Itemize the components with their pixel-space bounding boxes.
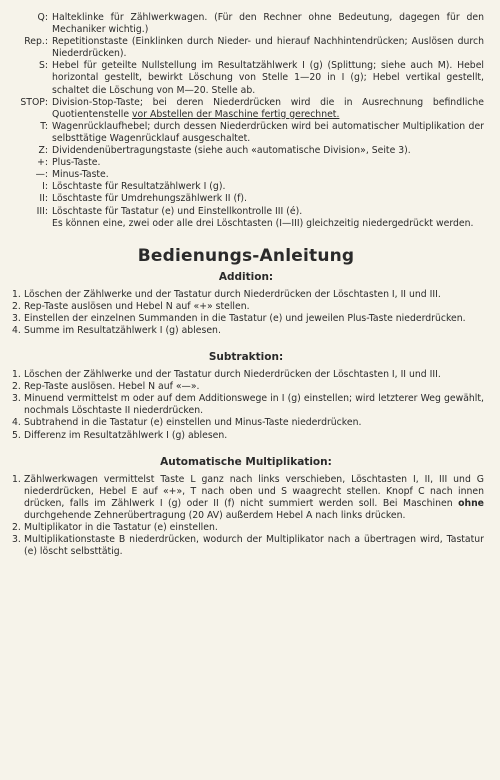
step-number: 3. <box>12 393 21 405</box>
definition-text <box>52 97 484 121</box>
subtraktion-steps <box>8 369 484 442</box>
list-item <box>8 430 484 442</box>
step-text: Löschen der Zählwerke und der Tastatur durch Niederdrücken der Löschtasten I, II und III. <box>24 288 441 300</box>
definition-item <box>8 97 484 121</box>
definition-key: I: <box>42 181 48 193</box>
list-item <box>8 474 484 522</box>
step-number: 2. <box>12 381 21 393</box>
definition-key: III: <box>36 205 48 217</box>
key-definition-list <box>8 12 484 230</box>
definition-item <box>8 157 484 169</box>
definition-key: STOP: <box>20 96 48 108</box>
definition-item <box>8 121 484 145</box>
section-title-addition: Addition: <box>218 270 274 283</box>
list-item <box>8 369 484 381</box>
definition-text: Dividendenübertragungstaste (siehe auch «automatische Division», Seite 3). <box>52 145 411 157</box>
step-text-part: durchgehende Zehnerübertragung (20 AV) außerdem Hebel A nach links drücken. <box>24 509 406 521</box>
definition-note <box>8 218 484 230</box>
definition-item <box>8 193 484 205</box>
step-text: Rep-Taste auslösen. Hebel N auf «—». <box>24 381 200 393</box>
step-text: Multiplikator in die Tastatur (e) einstellen. <box>24 522 218 533</box>
step-number: 4. <box>12 324 21 336</box>
step-number: 4. <box>12 417 21 429</box>
list-item <box>8 522 484 534</box>
step-number: 5. <box>12 429 21 441</box>
definition-key: Rep.: <box>24 36 48 48</box>
definition-item <box>8 36 484 60</box>
step-number: 2. <box>12 522 21 533</box>
definition-text: Wagenrücklaufhebel; durch dessen Niederdrücken wird bei automatischer Multiplikation der selbsttätige Wagenrücklauf ausgeschaltet. <box>52 120 484 144</box>
page-title: Bedienungs-Anleitung <box>137 245 355 266</box>
step-text: Minuend vermittelst m oder auf dem Additionswege in I (g) einstellen; wird letzterer Weg gewählt, nochmals Löschtaste II niederdrücken. <box>24 393 484 417</box>
step-text: Einstellen der einzelnen Summanden in die Tastatur (e) und jeweilen Plus-Taste niederdrücken. <box>24 312 466 324</box>
definition-key: +: <box>37 157 48 169</box>
step-number: 1. <box>12 369 21 381</box>
definition-key: S: <box>38 60 48 72</box>
definition-text: Hebel für geteilte Nullstellung im Resultatzählwerk I (g) (Splittung; siehe auch M). Hebel horizontal gestellt, bewirkt Löschung von Stelle 1—20 in I (g); Hebel vertikal gestellt, schaltet die Löschung von M—20. Stelle ab. <box>52 60 484 96</box>
section-title-subtraktion: Subtraktion: <box>208 351 284 364</box>
definition-item <box>8 206 484 218</box>
step-number: 2. <box>12 300 21 312</box>
step-number: 1. <box>12 288 21 300</box>
definition-text: Löschtaste für Resultatzählwerk I (g). <box>52 181 226 193</box>
definition-text-part: Division-Stop-Taste; bei deren Niederdrücken wird die in Ausrechnung befindliche Quotientenstelle <box>52 96 484 120</box>
step-text: Subtrahend in die Tastatur (e) einstellen und Minus-Taste niederdrücken. <box>24 417 362 429</box>
step-text: Multiplikationstaste B niederdrücken, wodurch der Multiplikator nach a übertragen wird, Tastatur (e) löscht selbsttätig. <box>24 534 484 558</box>
step-text: Differenz im Resultatzählwerk I (g) ablesen. <box>24 429 228 441</box>
list-item <box>8 417 484 429</box>
definition-text: Es können eine, zwei oder alle drei Löschtasten (I—III) gleichzeitig niedergedrückt werden. <box>52 217 474 229</box>
underlined-text: vor Abstellen der Maschine fertig gerechnet. <box>132 108 340 120</box>
definition-item <box>8 169 484 181</box>
definition-text: Halteklinke für Zählwerkwagen. (Für den Rechner ohne Bedeutung, dagegen für den Mechaniker wichtig.) <box>52 12 484 36</box>
definition-text: Löschtaste für Umdrehungszählwerk II (f). <box>52 193 247 205</box>
bold-text: ohne <box>458 497 484 509</box>
definition-item <box>8 145 484 157</box>
list-item <box>8 393 484 417</box>
definition-text: Minus-Taste. <box>52 169 109 181</box>
list-item <box>8 325 484 337</box>
definition-key: Q: <box>37 12 48 23</box>
list-item <box>8 289 484 301</box>
definition-key: Z: <box>38 145 48 157</box>
definition-key: II: <box>39 193 48 205</box>
step-number: 3. <box>12 534 21 546</box>
list-item <box>8 381 484 393</box>
section-title-multiplikation: Automatische Multiplikation: <box>160 455 332 468</box>
definition-text: Löschtaste für Tastatur (e) und Einstellkontrolle III (é). <box>52 205 303 217</box>
addition-steps <box>8 289 484 337</box>
definition-item <box>8 60 484 96</box>
definition-item <box>8 181 484 193</box>
list-item <box>8 301 484 313</box>
step-number: 3. <box>12 312 21 324</box>
step-text: Rep-Taste auslösen und Hebel N auf «+» stellen. <box>24 300 250 312</box>
step-number: 1. <box>12 473 21 485</box>
step-text: Summe im Resultatzählwerk I (g) ablesen. <box>24 324 221 336</box>
step-text <box>24 474 484 522</box>
definition-item <box>8 12 484 36</box>
definition-key: T: <box>40 120 48 132</box>
list-item <box>8 534 484 558</box>
definition-key <box>8 218 52 230</box>
definition-key: —: <box>35 169 48 181</box>
definition-text: Plus-Taste. <box>52 157 101 169</box>
definition-text: Repetitionstaste (Einklinken durch Nieder- und hierauf Nachhintendrücken; Auslösen durch Niederdrücken). <box>52 36 484 60</box>
multiplikation-steps <box>8 474 484 559</box>
list-item <box>8 313 484 325</box>
step-text: Löschen der Zählwerke und der Tastatur durch Niederdrücken der Löschtasten I, II und III. <box>24 369 441 381</box>
step-text-part: Zählwerkwagen vermittelst Taste L ganz nach links verschieben, Löschtasten I, II, III und G niederdrücken, Hebel E auf «+», T nach oben und S waagrecht stellen. Knopf C nach innen drücken, falls im Zählwerk I (g) oder II (f) nicht summiert werden soll. Bei Maschinen <box>24 473 484 509</box>
